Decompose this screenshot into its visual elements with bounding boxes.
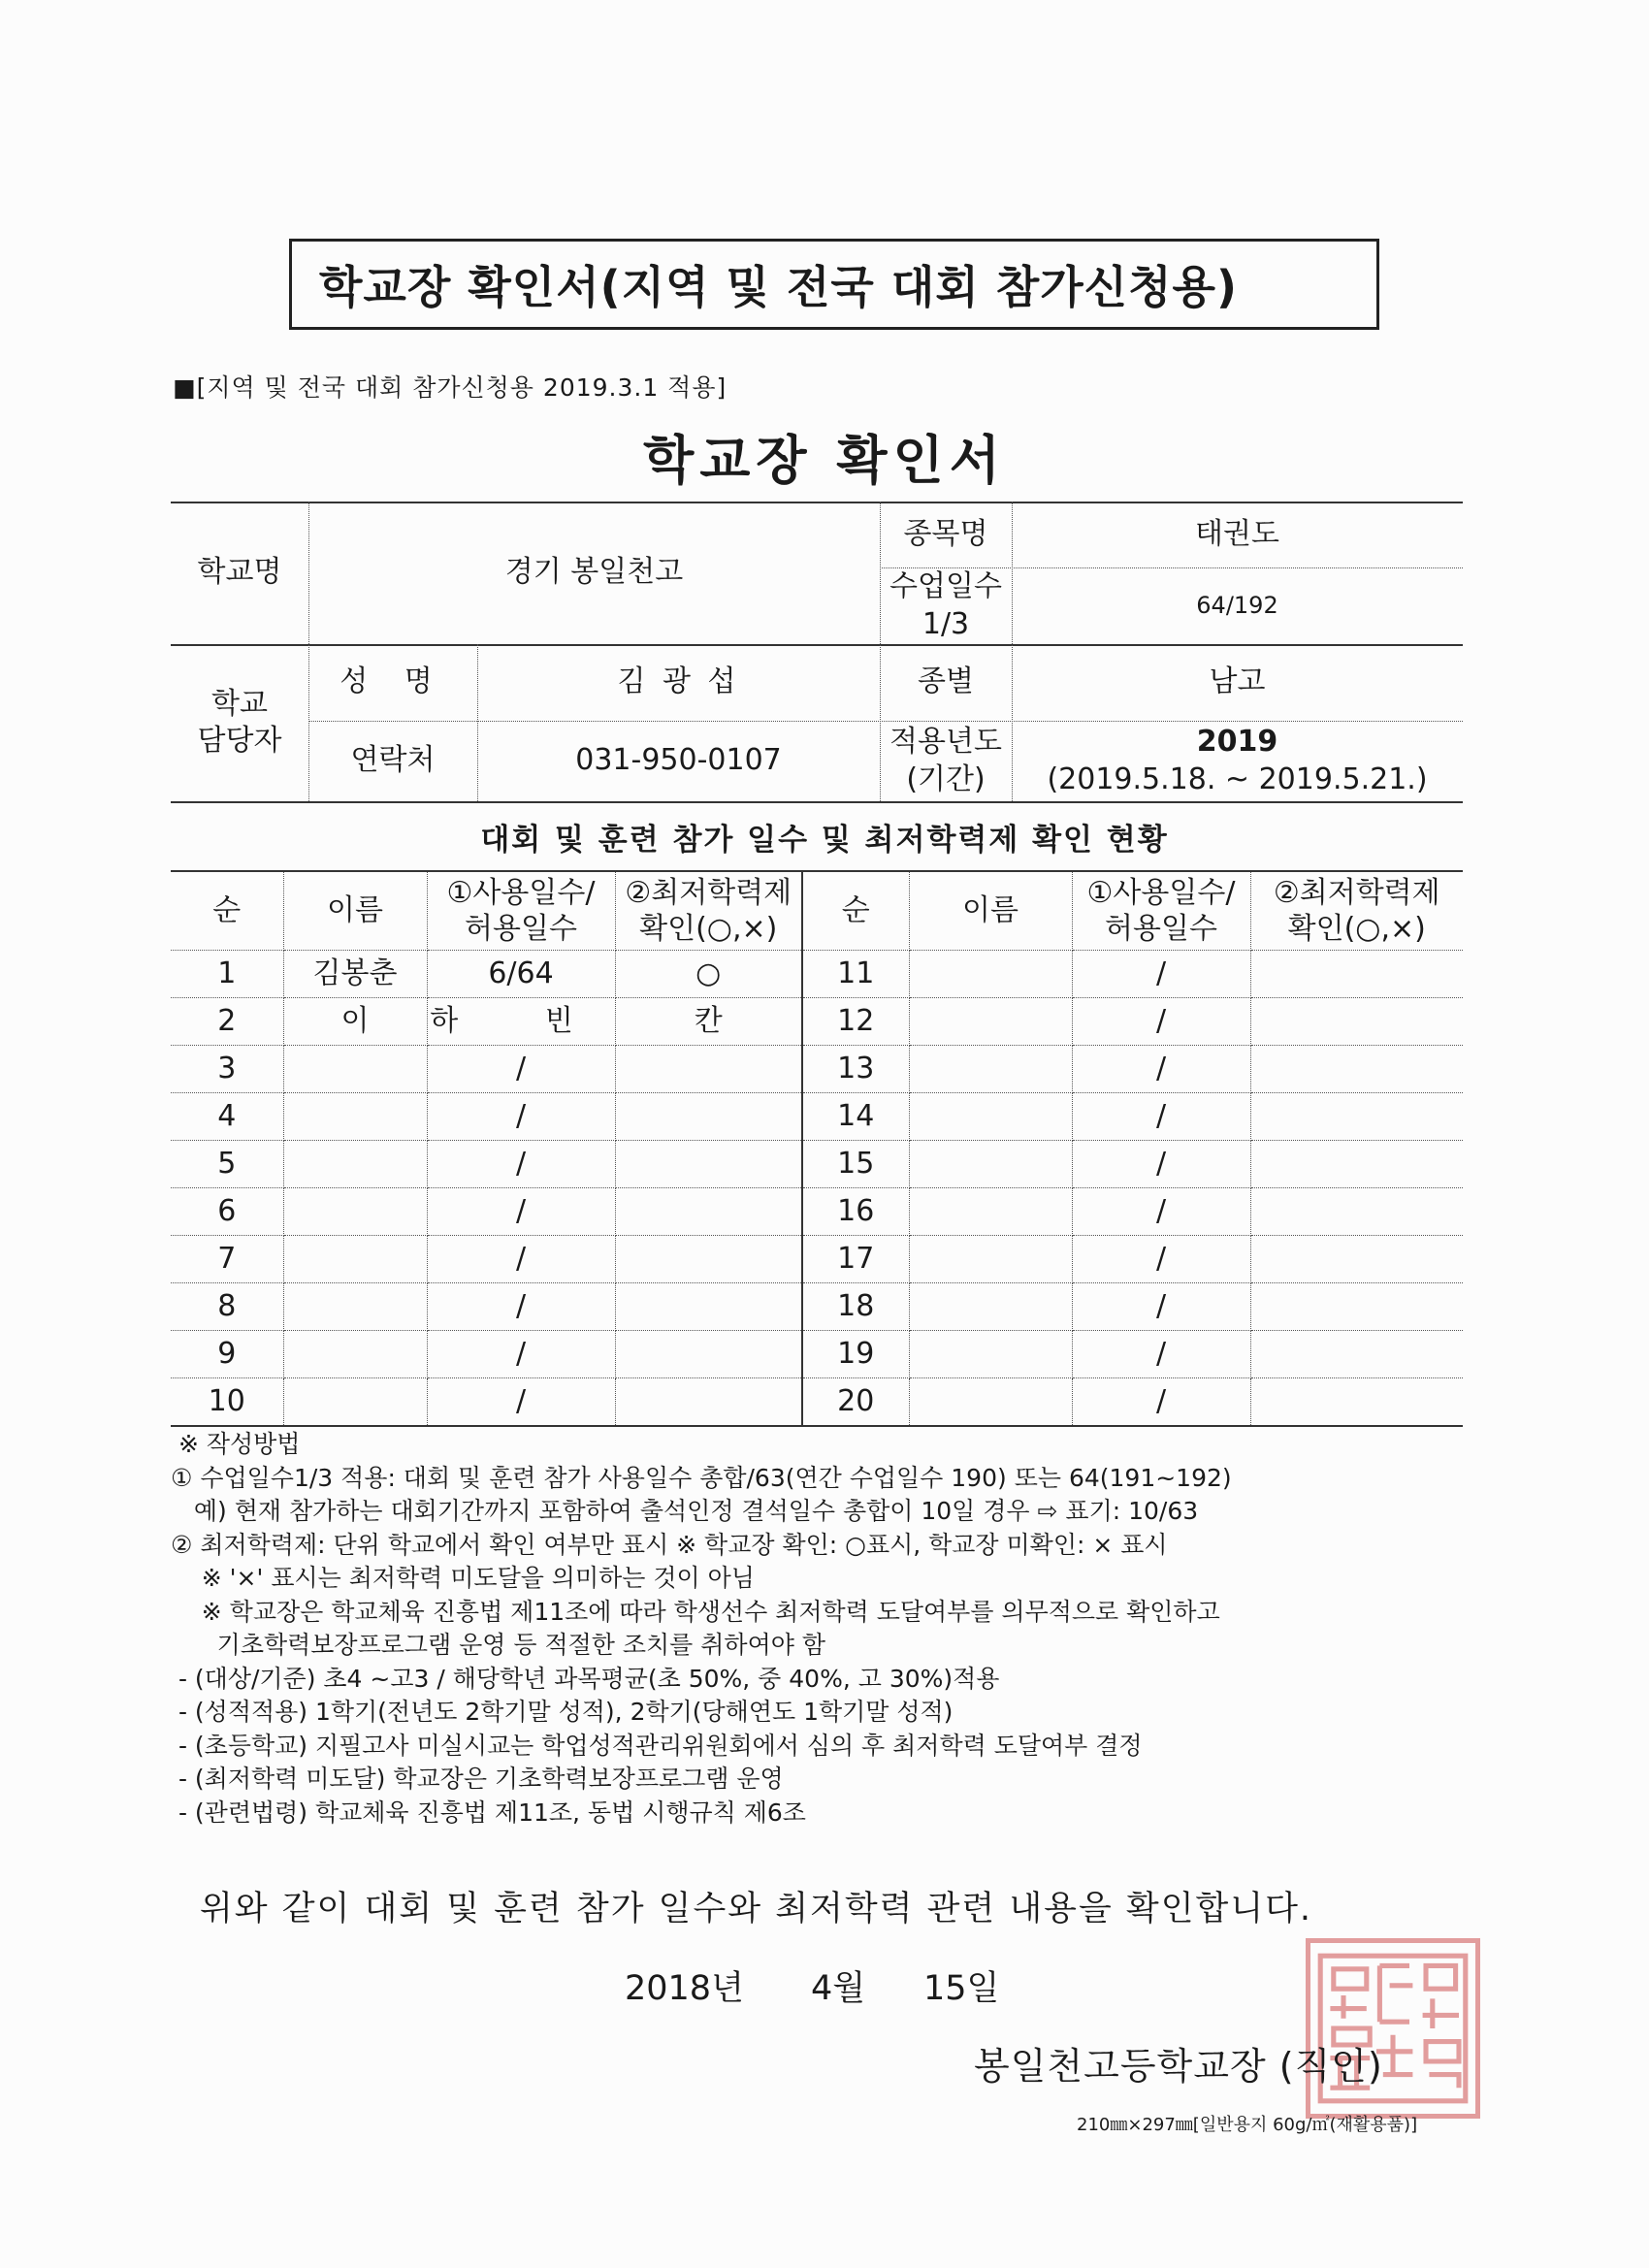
row-name: [283, 1378, 427, 1427]
row-no: 5: [171, 1141, 283, 1188]
school-days-value: 64/192: [1196, 592, 1278, 620]
row-used-days: /: [427, 1188, 615, 1236]
row-name: [909, 1283, 1072, 1331]
row-used-days: /: [1072, 1331, 1250, 1378]
row-min-academic: [1250, 1141, 1463, 1188]
event-label: 종목명: [903, 516, 988, 551]
row-name: [283, 1283, 427, 1331]
row-min-academic: [615, 1188, 802, 1236]
row-used-days: /: [1072, 1093, 1250, 1141]
name-label: 성 명: [340, 664, 446, 699]
type-label: 종별: [918, 664, 974, 699]
table-row: [171, 1188, 1463, 1236]
row-used-days: /: [427, 1236, 615, 1283]
row-no: 17: [802, 1236, 909, 1283]
row-no: 3: [171, 1046, 283, 1093]
row-min-academic: [615, 1283, 802, 1331]
row-name: 김봉춘: [283, 951, 427, 998]
contact-value: 031-950-0107: [575, 743, 782, 778]
year-label: 적용년도 (기간): [889, 725, 1002, 796]
row-min-academic: [615, 1046, 802, 1093]
row-used-days: 하 빈: [427, 998, 615, 1046]
instruction-line: 예) 현재 참가하는 대회기간까지 포함하여 출석인정 결석일수 총합이 10일 경우 ⇨ 표기: 10/63: [171, 1497, 1199, 1525]
row-used-days: /: [1072, 1283, 1250, 1331]
manager-label: 학교 담당자: [197, 686, 282, 758]
name-value: 김 광 섭: [617, 664, 740, 699]
row-used-days: /: [1072, 1378, 1250, 1427]
instruction-line: - (관련법령) 학교체육 진흥법 제11조, 동법 시행규칙 제6조: [171, 1798, 806, 1827]
row-min-academic: [615, 1093, 802, 1141]
row-min-academic: [1250, 1046, 1463, 1093]
header-used-days: ①사용일수/ 허용일수: [1072, 871, 1250, 951]
row-min-academic: [1250, 1093, 1463, 1141]
row-min-academic: 칸: [615, 998, 802, 1046]
document-title: 학교장 확인서(지역 및 전국 대회 참가신청용): [319, 261, 1238, 313]
row-used-days: /: [1072, 1236, 1250, 1283]
contact-label: 연락처: [350, 743, 436, 778]
instruction-line: ※ 작성방법: [171, 1430, 301, 1458]
row-name: [909, 998, 1072, 1046]
row-no: 18: [802, 1283, 909, 1331]
row-min-academic: [1250, 1188, 1463, 1236]
row-min-academic: [615, 1378, 802, 1427]
row-no: 20: [802, 1378, 909, 1427]
row-name: [909, 1046, 1072, 1093]
header-min-academic: ②최저학력제 확인(○,×): [1250, 871, 1463, 951]
info-bottom-rule: [171, 801, 1463, 803]
school-name-label: 학교명: [197, 555, 282, 590]
paper-spec: 210㎜×297㎜[일반용지 60g/㎡(재활용품)]: [1077, 2115, 1418, 2135]
header-name: 이름: [283, 871, 427, 951]
table-row: [171, 1283, 1463, 1331]
row-no: 2: [171, 998, 283, 1046]
instruction-line: - (대상/기준) 초4 ~고3 / 해당학년 과목평균(초 50%, 중 40%, 고 30%)적용: [171, 1664, 1000, 1693]
row-no: 7: [171, 1236, 283, 1283]
instruction-line: ① 수업일수1/3 적용: 대회 및 훈련 참가 사용일수 총합/63(연간 수업일수 190) 또는 64(191~192): [171, 1463, 1232, 1492]
table-row: [171, 1236, 1463, 1283]
row-no: 13: [802, 1046, 909, 1093]
row-name: [909, 1236, 1072, 1283]
type-value: 남고: [1209, 664, 1266, 699]
school-days-label: 수업일수 1/3: [889, 569, 1002, 641]
row-used-days: /: [427, 1378, 615, 1427]
row-min-academic: [615, 1236, 802, 1283]
row-no: 19: [802, 1331, 909, 1378]
section-title: 대회 및 훈련 참가 일수 및 최저학력제 확인 현황: [480, 823, 1169, 858]
row-no: 11: [802, 951, 909, 998]
row-used-days: /: [1072, 1188, 1250, 1236]
table-row: [171, 998, 1463, 1046]
row-used-days: /: [1072, 998, 1250, 1046]
writing-instructions: [171, 1428, 1471, 1830]
row-name: [909, 1378, 1072, 1427]
row-min-academic: [1250, 1331, 1463, 1378]
row-min-academic: [615, 1331, 802, 1378]
row-used-days: /: [427, 1283, 615, 1331]
event-value: 태권도: [1195, 516, 1279, 551]
instruction-line: - (초등학교) 지필고사 미실시교는 학업성적관리위원회에서 심의 후 최저학력 도달여부 결정: [171, 1731, 1143, 1760]
apply-note: ■[지역 및 전국 대회 참가신청용 2019.3.1 적용]: [173, 373, 728, 402]
date-day: 15일: [923, 1969, 1000, 2008]
table-row: [171, 1331, 1463, 1378]
table-row: [171, 1378, 1463, 1427]
row-used-days: 6/64: [427, 951, 615, 998]
table-row: [171, 1141, 1463, 1188]
row-name: [909, 1188, 1072, 1236]
row-no: 16: [802, 1188, 909, 1236]
instruction-line: - (최저학력 미도달) 학교장은 기초학력보장프로그램 운영: [171, 1765, 784, 1793]
row-name: 이: [283, 998, 427, 1046]
row-no: 1: [171, 951, 283, 998]
date-month: 4월: [811, 1969, 866, 2008]
header-name: 이름: [909, 871, 1072, 951]
row-no: 8: [171, 1283, 283, 1331]
instruction-line: 기초학력보장프로그램 운영 등 적절한 조치를 취하여야 함: [171, 1631, 825, 1659]
row-no: 15: [802, 1141, 909, 1188]
confirmation-statement: 위와 같이 대회 및 훈련 참가 일수와 최저학력 관련 내용을 확인합니다.: [200, 1890, 1313, 1928]
instruction-line: ※ '×' 표시는 최저학력 미도달을 의미하는 것이 아님: [171, 1564, 755, 1592]
document-title-box: [289, 239, 1379, 330]
row-name: [909, 1331, 1072, 1378]
row-no: 9: [171, 1331, 283, 1378]
row-used-days: /: [1072, 951, 1250, 998]
row-name: [909, 1093, 1072, 1141]
row-no: 6: [171, 1188, 283, 1236]
table-row: [171, 951, 1463, 998]
row-min-academic: ○: [615, 951, 802, 998]
official-seal: [1306, 1938, 1480, 2119]
header-no: 순: [171, 871, 283, 951]
row-name: [283, 1141, 427, 1188]
school-name-value: 경기 봉일천고: [504, 555, 684, 590]
row-name: [283, 1236, 427, 1283]
table-row: [171, 1046, 1463, 1093]
row-used-days: /: [427, 1046, 615, 1093]
row-min-academic: [1250, 1283, 1463, 1331]
row-used-days: /: [1072, 1046, 1250, 1093]
row-name: [283, 1093, 427, 1141]
row-name: [283, 1188, 427, 1236]
row-min-academic: [1250, 951, 1463, 998]
row-no: 14: [802, 1093, 909, 1141]
instruction-line: - (성적적용) 1학기(전년도 2학기말 성적), 2학기(당해연도 1학기말 성적): [171, 1698, 954, 1726]
header-no: 순: [802, 871, 909, 951]
table-header-row: [171, 871, 1463, 951]
row-used-days: /: [427, 1331, 615, 1378]
row-used-days: /: [1072, 1141, 1250, 1188]
row-no: 4: [171, 1093, 283, 1141]
year-value: 2019 (2019.5.18. ~ 2019.5.21.): [1047, 725, 1428, 796]
main-title: 학교장 확인서: [643, 430, 1006, 491]
date-year: 2018년: [625, 1969, 744, 2008]
instruction-line: ② 최저학력제: 단위 학교에서 확인 여부만 표시 ※ 학교장 확인: ○표시, 학교장 미확인: × 표시: [171, 1530, 1168, 1559]
row-min-academic: [1250, 1236, 1463, 1283]
principal-signature: 봉일천고등학교장 (직인): [974, 2045, 1383, 2088]
table-row: [171, 1093, 1463, 1141]
participation-table: [171, 870, 1463, 1427]
row-no: 10: [171, 1378, 283, 1427]
row-used-days: /: [427, 1093, 615, 1141]
row-name: [283, 1331, 427, 1378]
row-used-days: /: [427, 1141, 615, 1188]
row-name: [909, 1141, 1072, 1188]
row-min-academic: [1250, 1378, 1463, 1427]
header-used-days: ①사용일수/ 허용일수: [427, 871, 615, 951]
row-min-academic: [615, 1141, 802, 1188]
row-no: 12: [802, 998, 909, 1046]
row-name: [283, 1046, 427, 1093]
row-min-academic: [1250, 998, 1463, 1046]
row-name: [909, 951, 1072, 998]
header-min-academic: ②최저학력제 확인(○,×): [615, 871, 802, 951]
instruction-line: ※ 학교장은 학교체육 진흥법 제11조에 따라 학생선수 최저학력 도달여부를 의무적으로 확인하고: [171, 1597, 1220, 1626]
